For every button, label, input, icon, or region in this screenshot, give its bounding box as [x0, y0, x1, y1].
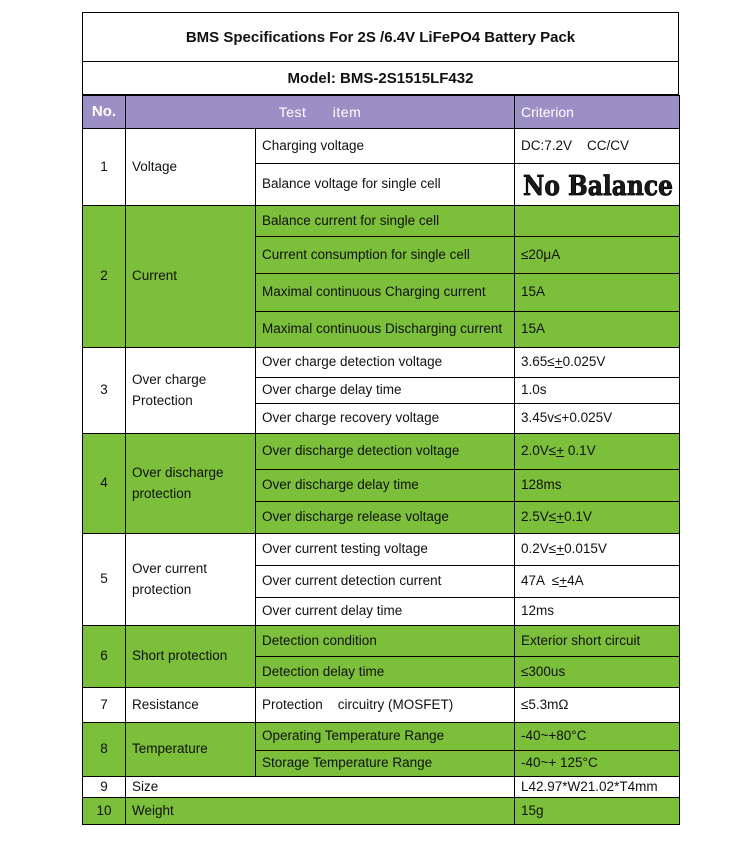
no-balance-stamp — [521, 168, 677, 202]
test-item: Over discharge detection voltage — [256, 434, 515, 470]
value-suffix: 0.1V — [564, 443, 596, 459]
row-number: 10 — [83, 798, 126, 825]
criterion-value: Exterior short circuit — [515, 626, 680, 657]
test-item: Over charge recovery voltage — [256, 404, 515, 434]
header-no: No. — [83, 96, 126, 129]
group-name — [126, 534, 256, 626]
group-name — [126, 434, 256, 534]
group-name-line1: Over current — [132, 561, 208, 577]
criterion-value: ≤20μA — [515, 237, 680, 274]
group-name-line1: Over charge — [132, 372, 207, 388]
spec-table — [82, 95, 680, 825]
test-item: Over current testing voltage — [256, 534, 515, 566]
plus-minus-sign: + — [556, 443, 565, 459]
test-item: Detection delay time — [256, 657, 515, 688]
criterion-value — [515, 206, 680, 237]
row-number: 5 — [83, 534, 126, 626]
table-row — [83, 348, 680, 378]
test-item: Balance current for single cell — [256, 206, 515, 237]
value-suffix: 0.025V — [562, 354, 606, 370]
group-name: Current — [126, 206, 256, 348]
group-name: Weight — [126, 798, 515, 825]
table-row — [83, 798, 680, 825]
row-number: 1 — [83, 129, 126, 206]
criterion-value: 3.45v≤+0.025V — [515, 404, 680, 434]
criterion-value — [515, 534, 680, 566]
row-number: 9 — [83, 777, 126, 798]
row-number: 8 — [83, 723, 126, 777]
group-name-line2: protection — [132, 581, 192, 597]
value-prefix: 3.65≤ — [521, 354, 555, 370]
row-number: 4 — [83, 434, 126, 534]
group-name — [126, 348, 256, 434]
table-row — [83, 129, 680, 164]
value-suffix: 4A — [567, 573, 584, 589]
criterion-value — [515, 348, 680, 378]
table-header-row — [83, 96, 680, 129]
test-item: Over current delay time — [256, 598, 515, 626]
group-name: Size — [126, 777, 515, 798]
criterion-value: -40~+ 125°C — [515, 751, 680, 777]
table-row — [83, 434, 680, 470]
table-row — [83, 534, 680, 566]
test-item: Protection circuitry (MOSFET) — [256, 688, 515, 723]
criterion-value: ≤5.3mΩ — [515, 688, 680, 723]
criterion-value: 1.0s — [515, 378, 680, 404]
spec-sheet — [82, 12, 679, 825]
test-item: Over current detection current — [256, 566, 515, 598]
table-row — [83, 723, 680, 751]
criterion-value: 15A — [515, 274, 680, 312]
row-number: 2 — [83, 206, 126, 348]
test-item: Maximal continuous Discharging current — [256, 312, 515, 348]
test-item: Operating Temperature Range — [256, 723, 515, 751]
criterion-value — [515, 566, 680, 598]
criterion-value: ≤300us — [515, 657, 680, 688]
test-item: Detection condition — [256, 626, 515, 657]
test-item: Current consumption for single cell — [256, 237, 515, 274]
criterion-value: 12ms — [515, 598, 680, 626]
test-item: Balance voltage for single cell — [256, 164, 515, 206]
value-suffix: 0.015V — [564, 541, 607, 557]
test-item: Charging voltage — [256, 129, 515, 164]
criterion-value — [515, 434, 680, 470]
test-item: Over charge detection voltage — [256, 348, 515, 378]
header-criterion: Criterion — [515, 96, 680, 129]
value-prefix: 0.2V≤ — [521, 541, 557, 557]
row-number: 7 — [83, 688, 126, 723]
table-row — [83, 777, 680, 798]
group-name: Resistance — [126, 688, 256, 723]
plus-minus-sign: + — [556, 509, 565, 525]
group-name: Temperature — [126, 723, 256, 777]
row-number: 3 — [83, 348, 126, 434]
criterion-value — [515, 164, 680, 206]
model-line: Model: BMS-2S1515LF432 — [82, 62, 679, 95]
table-row — [83, 688, 680, 723]
criterion-value: L42.97*W21.02*T4mm — [515, 777, 680, 798]
group-name-line2: Protection — [132, 392, 193, 408]
row-number: 6 — [83, 626, 126, 688]
criterion-value: 15g — [515, 798, 680, 825]
no-balance-text: No Balance — [523, 170, 673, 202]
sheet-title: BMS Specifications For 2S /6.4V LiFePO4 Battery Pack — [82, 12, 679, 62]
test-item: Over charge delay time — [256, 378, 515, 404]
value-prefix: 2.0V≤ — [521, 443, 557, 459]
criterion-value: 15A — [515, 312, 680, 348]
criterion-value: DC:7.2V CC/CV — [515, 129, 680, 164]
value-prefix: 2.5V≤ — [521, 509, 557, 525]
test-item: Over discharge delay time — [256, 470, 515, 502]
test-item: Over discharge release voltage — [256, 502, 515, 534]
criterion-value: 128ms — [515, 470, 680, 502]
group-name-line1: Over discharge — [132, 465, 224, 481]
test-item: Storage Temperature Range — [256, 751, 515, 777]
value-prefix: 47A ≤ — [521, 573, 560, 589]
header-test-item: Test item — [126, 96, 515, 129]
plus-minus-sign: + — [556, 541, 565, 557]
plus-minus-sign: + — [554, 354, 563, 370]
group-name: Short protection — [126, 626, 256, 688]
criterion-value: -40~+80°C — [515, 723, 680, 751]
group-name-line2: protection — [132, 485, 192, 501]
group-name: Voltage — [126, 129, 256, 206]
table-row — [83, 626, 680, 657]
test-item: Maximal continuous Charging current — [256, 274, 515, 312]
table-row — [83, 206, 680, 237]
criterion-value — [515, 502, 680, 534]
value-suffix: 0.1V — [564, 509, 592, 525]
plus-minus-sign: + — [559, 573, 568, 589]
